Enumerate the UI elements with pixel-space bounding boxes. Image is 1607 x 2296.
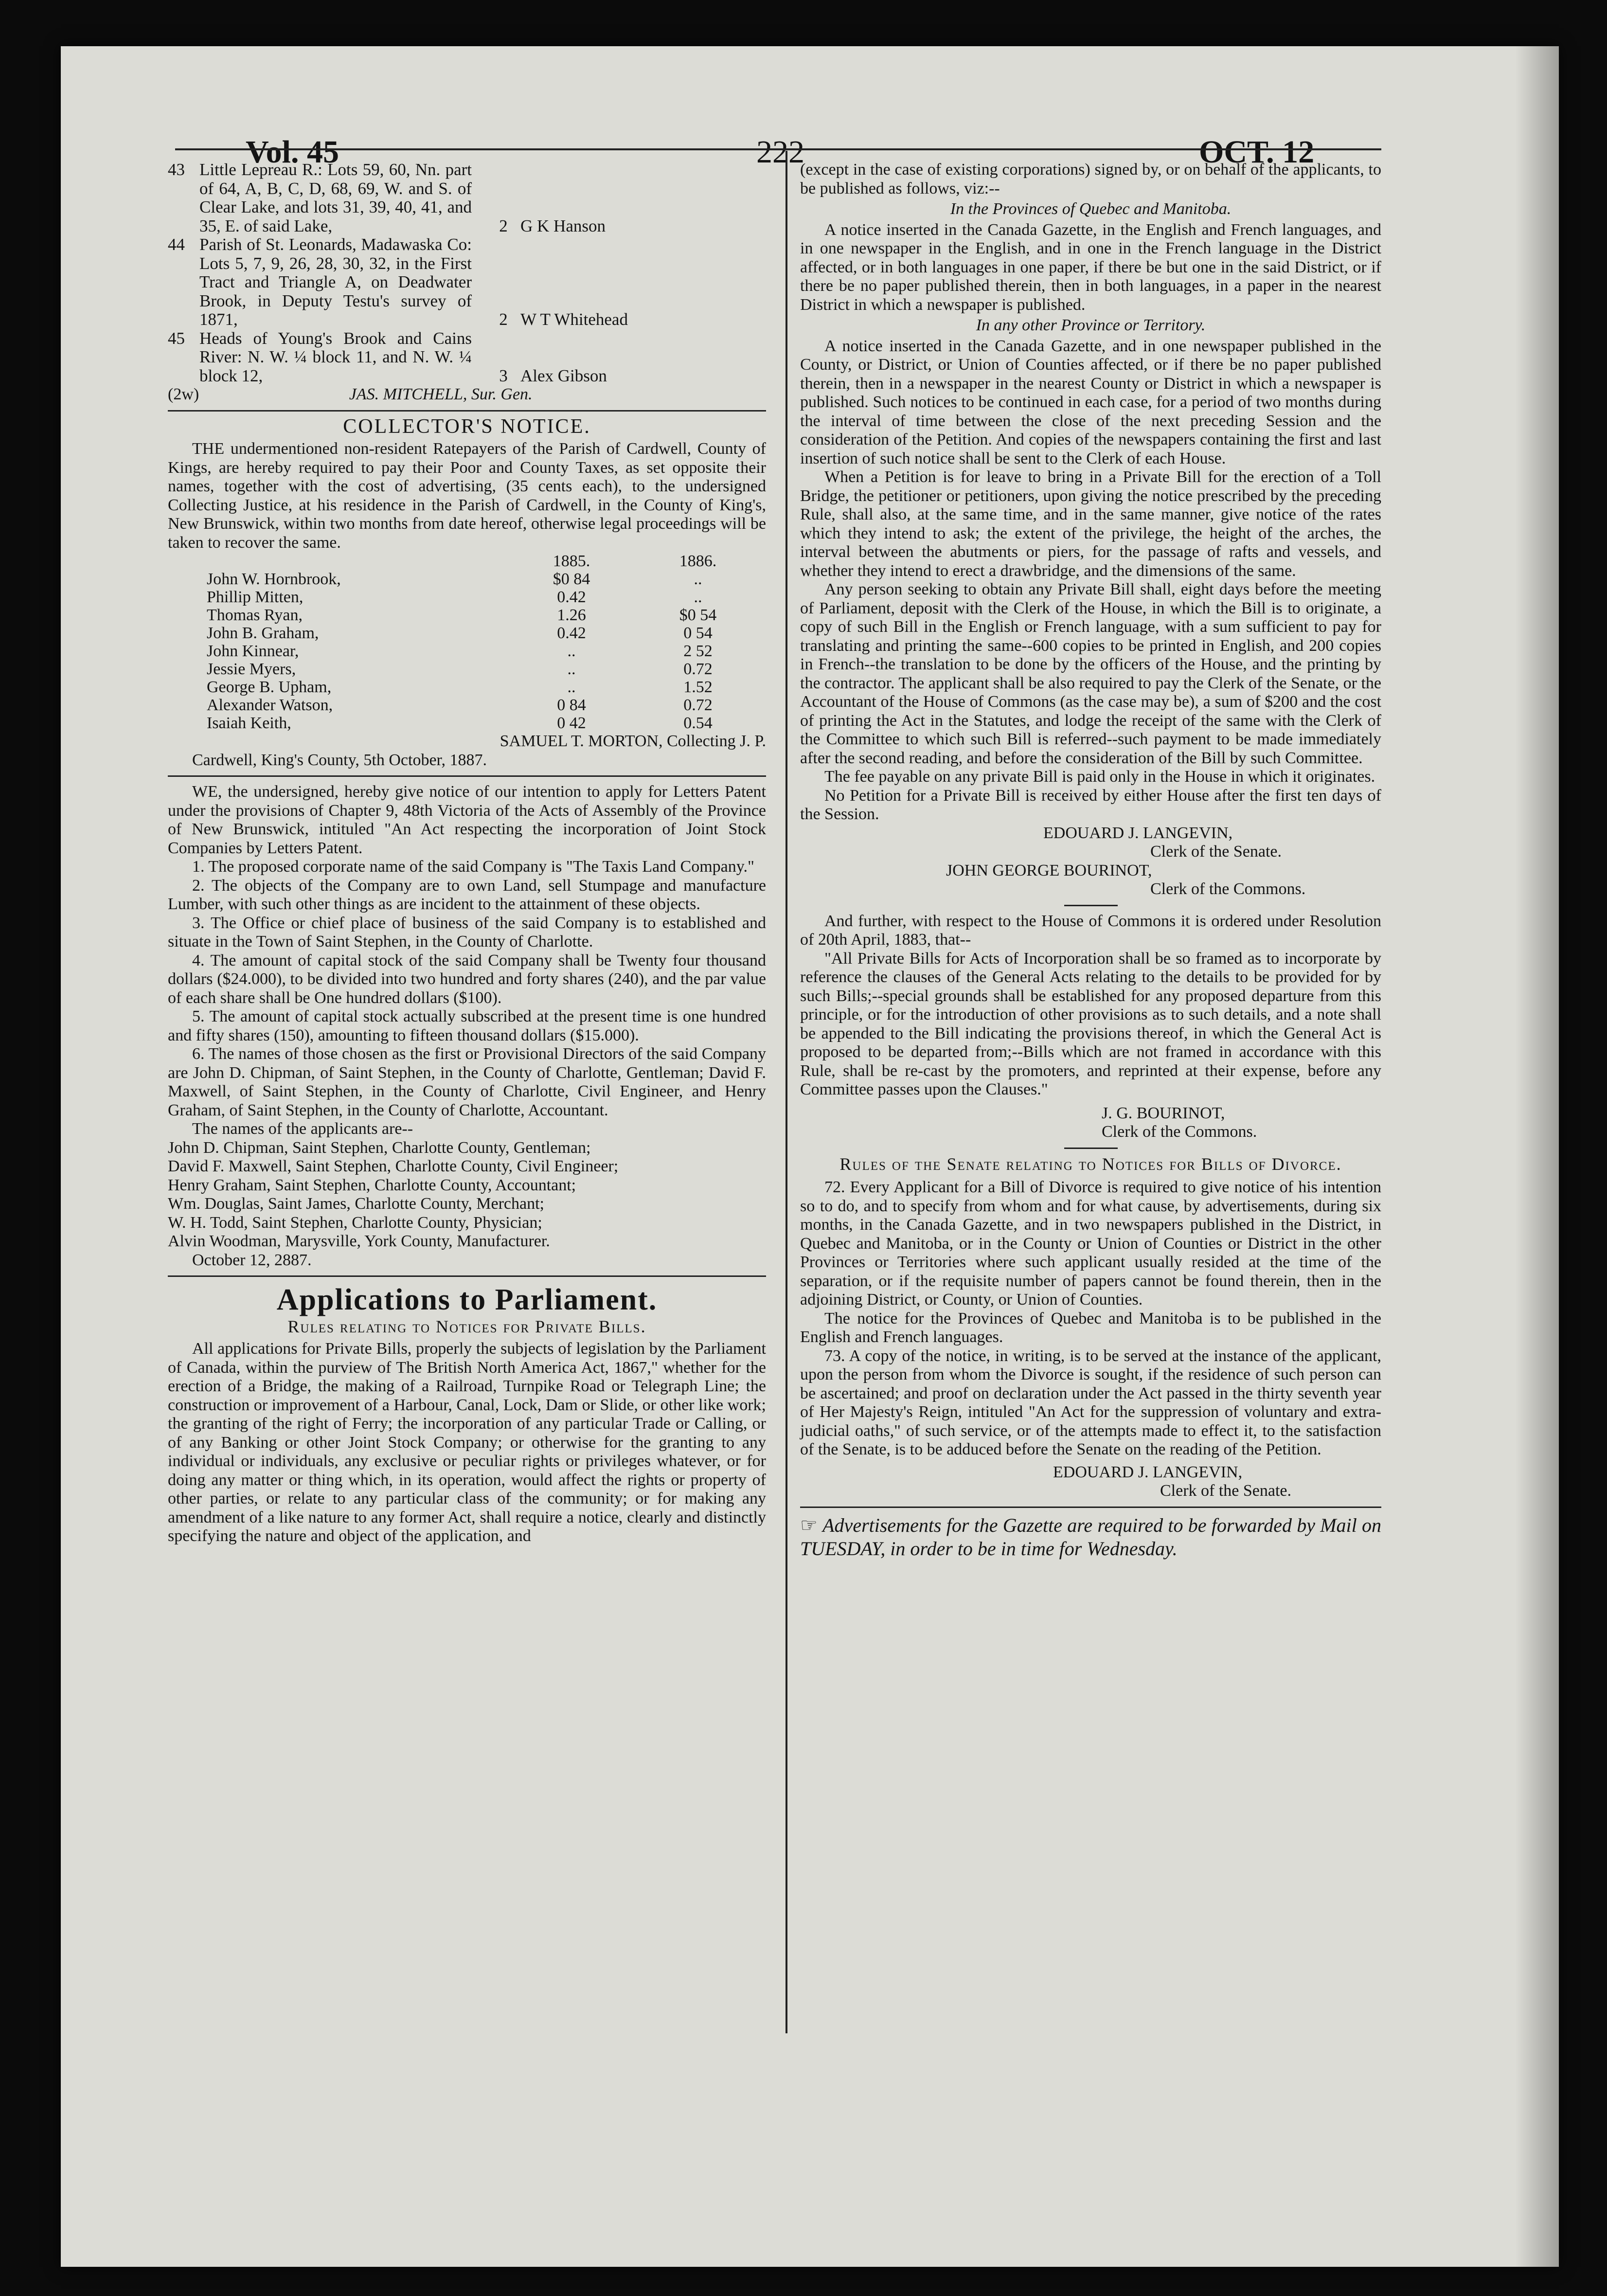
divorce-rules-title: Rules of the Senate relating to Notices for Bills of Divorce.	[839, 1154, 1342, 1174]
collector-notice-text: THE undermentioned non-resident Ratepayers of the Parish of Cardwell, County of Kings, are hereby required to pay their Poor and County Taxes, as set opposite their names, together with the cost of advertising, (35 cents each), to the undersigned Collecting Justice, at his residence in the Parish of Cardwell, in the County of King's, New Brunswick, within two months from date hereof, otherwise legal proceedings will be taken to recover the same.	[168, 440, 766, 552]
applicant: John D. Chipman, Saint Stephen, Charlotte County, Gentleman;	[168, 1138, 591, 1157]
ratepayer-name: Phillip Mitten,	[207, 588, 304, 606]
company-item: 4. The amount of capital stock of the said Company shall be Twenty four thousand dollars ($24.000), to be divided into two hundred and forty shares (240), and the par value of each share shall be One hundred dollars ($100).	[168, 951, 766, 1007]
col-1885: 1885.	[553, 552, 590, 570]
ratepayer-1885: 0.42	[557, 588, 586, 606]
divider	[168, 1275, 766, 1277]
ratepayer-1885: ..	[567, 678, 576, 696]
ratepayer-name: Isaiah Keith,	[207, 714, 291, 732]
collector-date: Cardwell, King's County, 5th October, 1887.	[192, 751, 487, 769]
gazette-notice	[800, 1514, 1381, 1561]
ratepayer-name: Alexander Watson,	[207, 696, 333, 714]
ratepayer-1886: 0.72	[683, 696, 713, 714]
paragraph: 73. A copy of the notice, in writing, is to be served at the instance of the applicant, upon the person from whom the Divorce is sought, if the residence of such person can be ascertained; and proof on declaration under the Act passed in the thirty seventh year of Her Majesty's Reign, intituled "An Act for the suppression of voluntary and extra-judicial oaths," of such service, or of the attempts made to effect it, to the satisfaction of the Senate, is to be adduced before the Senate on the reading of the Petition.	[800, 1346, 1381, 1458]
continued-text: (except in the case of existing corporations) signed by, or on behalf of the applicants, to be published as follows, viz:--	[800, 161, 1381, 197]
table-row	[168, 606, 761, 624]
signature-title: Clerk of the Commons.	[1150, 880, 1306, 898]
subheading-quebec-manitoba: In the Provinces of Quebec and Manitoba.	[950, 200, 1232, 218]
divider	[1064, 905, 1118, 906]
paragraph: A notice inserted in the Canada Gazette, in the English and French languages, and in one newspaper in the English, and in one in the French language in the District affected, or in both languages in one paper, if there be but one in the said District, or if there be no paper published therein, then in both languages, in a paper in the nearest District in which a newspaper is published.	[800, 220, 1381, 314]
signature-title: Clerk of the Commons.	[1102, 1123, 1257, 1141]
lots-signature: JAS. MITCHELL, Sur. Gen.	[349, 385, 533, 403]
applicant: Alvin Woodman, Marysville, York County, Manufacturer.	[168, 1232, 550, 1250]
lot-row	[168, 329, 696, 386]
ratepayer-1886: 2 52	[683, 642, 713, 660]
applicant: W. H. Todd, Saint Stephen, Charlotte County, Physician;	[168, 1213, 542, 1232]
ratepayer-1886: 1.52	[683, 678, 713, 696]
paragraph: 72. Every Applicant for a Bill of Divorce is required to give notice of his intention so to do, and to specify from whom and for what cause, by advertisements, during six months, in the Canada Gazette, and in two newspapers published in the District, in Quebec and Manitoba, or in the County or Union of Counties or District in the other Provinces or Territories where such applicant usually resided at the time of the separation, or if the requisite number of papers cannot be found therein, then in the adjoining District, or County, or Union of Counties.	[800, 1178, 1381, 1309]
paragraph: The notice for the Provinces of Quebec and Manitoba is to be published in the English and French languages.	[800, 1309, 1381, 1346]
ratepayer-1885: 0.42	[557, 624, 586, 642]
collector-notice-title: COLLECTOR'S NOTICE.	[343, 415, 591, 438]
col-1886: 1886.	[679, 552, 717, 570]
private-bills-title: Rules relating to Notices for Private Bills.	[287, 1316, 646, 1336]
signature-name: EDOUARD J. LANGEVIN,	[1043, 824, 1233, 842]
ratepayer-1885: 1.26	[557, 606, 586, 624]
table-row	[168, 678, 761, 696]
company-item: 1. The proposed corporate name of the said Company is "The Taxis Land Company."	[192, 858, 754, 876]
signature-name: J. G. BOURINOT,	[1102, 1104, 1225, 1122]
ratepayers-header	[168, 552, 761, 570]
right-column	[800, 161, 1381, 1561]
column-rule	[786, 151, 787, 2033]
paragraph: The fee payable on any private Bill is paid only in the House in which it originates.	[824, 768, 1375, 786]
paragraph: A notice inserted in the Canada Gazette, and in one newspaper published in the County, or District, or Union of Counties affected, or if there be no paper published therein, then in a newspaper in the nearest County or District in which a newspaper is published. Such notices to be continued in each case, for a period of two months during the interval of time between the close of the next preceding Session and the consideration of the Petition. And copies of the newspapers containing the first and last insertion of such notice shall be sent to the Clerk of each House.	[800, 337, 1381, 467]
pointing-hand-icon: ☞	[800, 1514, 823, 1536]
collector-signature: SAMUEL T. MORTON, Collecting J. P.	[500, 732, 766, 750]
divider	[1064, 1148, 1118, 1149]
applicants-heading: The names of the applicants are--	[192, 1120, 413, 1138]
private-bills-text: All applications for Private Bills, properly the subjects of legislation by the Parliament of Canada, within the purview of The British North America Act, 1867," whether for the erection of a Bridge, the making of a Railroad, Turnpike Road or Telegraph Line; the construction or improvement of a Harbour, Canal, Lock, Dam or Slide, or other like work; the granting of the right of Ferry; the incorporation of any particular Trade or Calling, or of any Banking or other Joint Stock Company; or otherwise for the granting to any individual or individuals, any exclusive or peculiar rights or privileges whatever, or for doing any matter or thing which, in its operation, would affect the rights or property of other parties, or relate to any particular class of the community; or for making any amendment of a like nature to any former Act, shall require a notice, clearly and distinctly specifying the nature and object of the application, and	[168, 1340, 766, 1545]
header-rule	[175, 148, 1381, 150]
left-column	[168, 161, 766, 1546]
subheading-other-provinces: In any other Province or Territory.	[976, 316, 1206, 334]
lot-description: Heads of Young's Brook and Cains River: N. W. ¼ block 11, and N. W. ¼ block 12,	[199, 328, 472, 385]
lot-name: G K Hanson	[520, 216, 606, 235]
ratepayer-1885: ..	[567, 642, 576, 660]
ratepayer-name: George B. Upham,	[207, 678, 332, 696]
parliament-heading: Applications to Parliament.	[276, 1283, 658, 1316]
ratepayer-1886: $0 54	[679, 606, 717, 624]
lot-quantity: 2	[499, 216, 508, 235]
quoted-resolution: "All Private Bills for Acts of Incorporation shall be so framed as to incorporate by reference the clauses of the General Acts relating to the details to be provided for by such Bills;--special grounds shall be established for any proposed departure from this principle, or for the introduction of other provisions as to such details, and a note shall be appended to the Bill indicating the provisions thereof, in which the General Act is proposed to be departed from;--Bills which are not framed in accordance with this Rule, shall be re-cast by the promoters, and reprinted at their expense, before any Committee passes upon the Clauses."	[800, 949, 1381, 1098]
table-row	[168, 624, 761, 642]
company-item: 6. The names of those chosen as the first or Provisional Directors of the said Company are John D. Chipman, of Saint Stephen, in the County of Charlotte, Gentleman; David F. Maxwell, of Saint Stephen, in the County of Charlotte, Civil Engineer, and Henry Graham, of Saint Stephen, in the County of Charlotte, Accountant.	[168, 1045, 766, 1119]
paragraph: Any person seeking to obtain any Private Bill shall, eight days before the meeting of Parliament, deposit with the Clerk of the House, in which the Bill is to originate, a copy of such Bill in the English or French language, with a sum sufficient to pay for translating and printing the same--600 copies to be printed in English, and 200 copies in French--the translation to be done by the officers of the House, and the printing by the contractor. The applicant shall be also required to pay the Clerk of the Senate, or the Accountant of the House of Commons (as the case may be), a sum of $200 and the cost of printing the Act in the Statutes, and lodge the receipt of the same with the Clerk of the Committee to which such Bill is referred--such payment to be made immediately after the second reading, and before the consideration of the Bill by such Committee.	[800, 580, 1381, 767]
company-item: 3. The Office or chief place of business of the said Company is to established and situate in the Town of Saint Stephen, in the County of Charlotte.	[168, 914, 766, 951]
lot-name: Alex Gibson	[520, 366, 607, 385]
lots-signature-line	[168, 385, 766, 404]
ratepayer-name: John W. Hornbrook,	[207, 570, 341, 588]
ratepayer-1886: 0.72	[683, 660, 713, 678]
table-row	[168, 588, 761, 606]
lots-table	[168, 161, 696, 385]
company-notice-date: October 12, 2887.	[192, 1251, 312, 1269]
ratepayer-1886: 0 54	[683, 624, 713, 642]
lot-row	[168, 235, 696, 329]
table-row	[168, 642, 761, 660]
ratepayer-name: Thomas Ryan,	[207, 606, 303, 624]
ratepayer-1885: ..	[567, 660, 576, 678]
ratepayer-1885: 0 42	[557, 714, 586, 732]
ratepayer-1886: ..	[694, 570, 702, 588]
issue-date: OCT. 12	[1199, 134, 1315, 170]
ratepayers-table	[168, 552, 761, 732]
table-row	[168, 570, 761, 588]
ratepayer-1885: 0 84	[557, 696, 586, 714]
signature-title: Clerk of the Senate.	[1150, 843, 1282, 861]
ratepayer-name: Jessie Myers,	[207, 660, 296, 678]
signature-title: Clerk of the Senate.	[1160, 1482, 1292, 1500]
company-item: 2. The objects of the Company are to own Land, sell Stumpage and manufacture Lumber, with such other things as are incident to the attainment of these objects.	[168, 876, 766, 913]
company-notice-intro: WE, the undersigned, hereby give notice of our intention to apply for Letters Patent under the provisions of Chapter 9, 48th Victoria of the Acts of Assembly of the Province of New Brunswick, intituled "An Act respecting the incorporation of Joint Stock Companies by Letters Patent.	[168, 783, 766, 857]
ratepayer-1886: 0.54	[683, 714, 713, 732]
page-number: 222	[756, 134, 804, 170]
applicant: Wm. Douglas, Saint James, Charlotte County, Merchant;	[168, 1195, 544, 1213]
lot-description: Little Lepreau R.: Lots 59, 60, Nn. part of 64, A, B, C, D, 68, 69, W. and S. of Clear Lake, and lots 31, 39, 40, 41, and 35, E. of said Lake,	[199, 160, 472, 235]
applicant: David F. Maxwell, Saint Stephen, Charlotte County, Civil Engineer;	[168, 1157, 619, 1175]
divider	[168, 775, 766, 777]
lot-number: 45	[168, 328, 185, 348]
paragraph: And further, with respect to the House of Commons it is ordered under Resolution of 20th April, 1883, that--	[800, 912, 1381, 949]
ratepayer-1886: ..	[694, 588, 702, 606]
lot-description: Parish of St. Leonards, Madawaska Co: Lots 5, 7, 9, 26, 28, 30, 32, in the First Tract and Triangle A, on Deadwater Brook, in Deputy Testu's survey of 1871,	[199, 235, 472, 329]
paragraph: When a Petition is for leave to bring in a Private Bill for the erection of a Toll Bridge, the petitioner or petitioners, upon giving the notice prescribed by the preceding Rule, shall also, at the same time, and in the same manner, give notice of the rates which they intend to ask; the extent of the privilege, the height of the arches, the interval between the abutments or piers, for the passage of rafts and vessels, and whether they intend to erect a drawbridge, and the dimensions of the same.	[800, 468, 1381, 580]
lots-tag: (2w)	[168, 385, 199, 403]
ratepayer-name: John Kinnear,	[207, 642, 299, 660]
lot-number: 43	[168, 160, 185, 179]
signature-name: JOHN GEORGE BOURINOT,	[946, 861, 1152, 879]
volume-label: Vol. 45	[246, 134, 339, 170]
lot-quantity: 2	[499, 310, 508, 329]
signature-name: EDOUARD J. LANGEVIN,	[1053, 1463, 1243, 1481]
gazette-notice-text: Advertisements for the Gazette are required to be forwarded by Mail on TUESDAY, in order to be in time for Wednesday.	[800, 1514, 1382, 1560]
lot-name: W T Whitehead	[520, 310, 628, 329]
ratepayer-name: John B. Graham,	[207, 624, 319, 642]
lot-quantity: 3	[499, 366, 508, 385]
lot-number: 44	[168, 235, 185, 254]
table-row	[168, 714, 761, 732]
ratepayer-1885: $0 84	[553, 570, 590, 588]
table-row	[168, 660, 761, 678]
company-item: 5. The amount of capital stock actually subscribed at the present time is one hundred and fifty shares (150), amounting to fifteen thousand dollars ($15.000).	[168, 1007, 766, 1044]
lot-row	[168, 161, 696, 235]
paragraph: No Petition for a Private Bill is received by either House after the first ten days of the Session.	[800, 786, 1381, 823]
divider	[168, 410, 766, 412]
applicant: Henry Graham, Saint Stephen, Charlotte County, Accountant;	[168, 1176, 576, 1194]
table-row	[168, 696, 761, 714]
divider	[800, 1507, 1381, 1508]
